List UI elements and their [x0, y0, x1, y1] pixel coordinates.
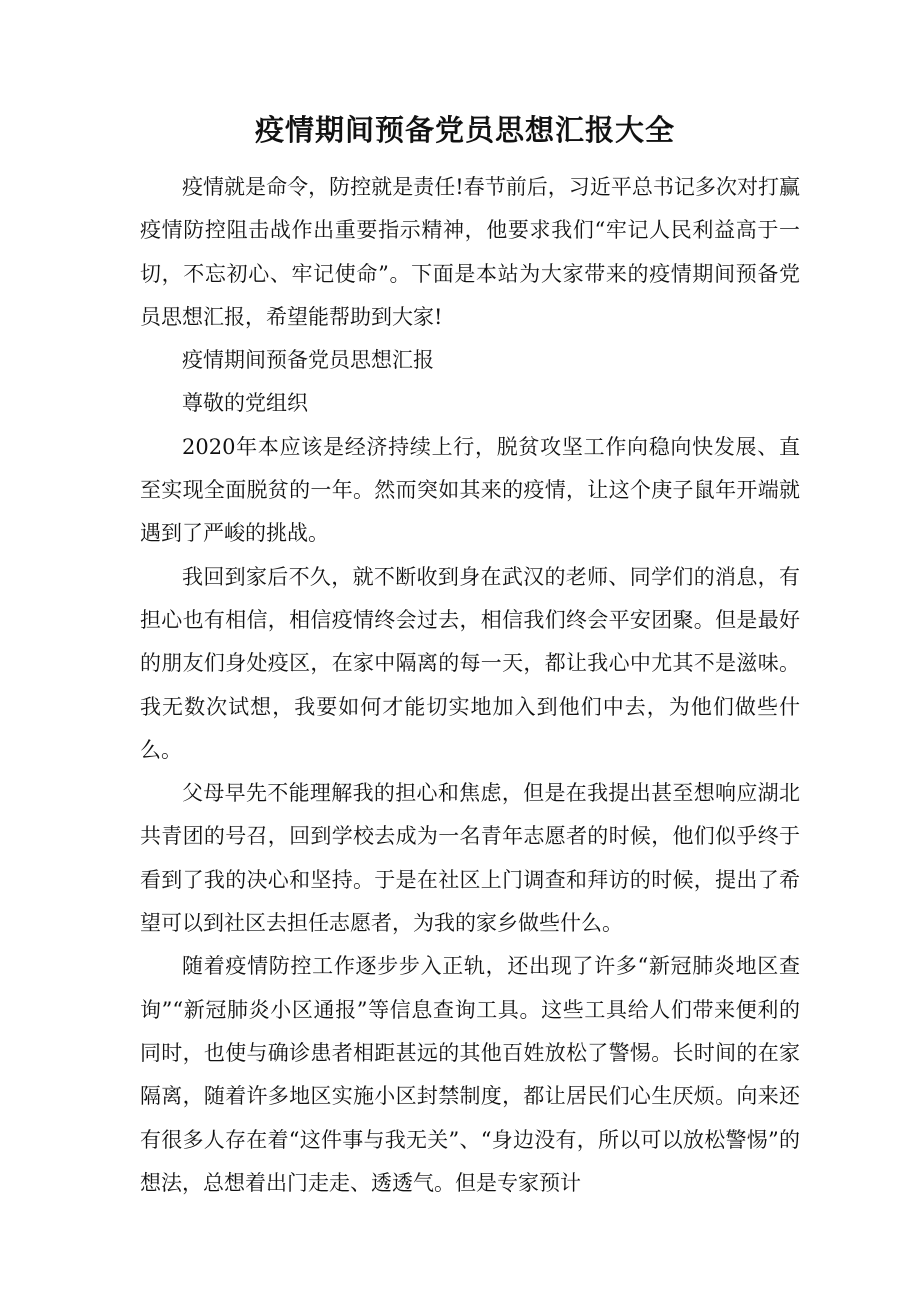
document-title: 疫情期间预备党员思想汇报大全: [254, 113, 675, 147]
intro-paragraph: 疫情就是命令，防控就是责任!春节前后，习近平总书记多次对打赢疫情防控阻击战作出重要指示精神，他要求我们“牢记人民利益高于一切，不忘初心、牢记使命”。下面是本站为大家带来的疫情期间预备党员思想汇报，希望能帮助到大家!: [140, 175, 800, 329]
salutation: 尊敬的党组织: [182, 391, 308, 416]
body-paragraph: 我回到家后不久，就不断收到身在武汉的老师、同学们的消息，有担心也有相信，相信疫情终会过去，相信我们终会平安团聚。但是最好的朋友们身处疫区，在家中隔离的每一天，都让我心中尤其不是滋味。我无数次试想，我要如何才能切实地加入到他们中去，为他们做些什么。: [140, 564, 800, 762]
body-paragraph: 父母早先不能理解我的担心和焦虑，但是在我提出甚至想响应湖北共青团的号召，回到学校去成为一名青年志愿者的时候，他们似乎终于看到了我的决心和坚持。于是在社区上门调查和拜访的时候，提出了希望可以到社区去担任志愿者，为我的家乡做些什么。: [140, 781, 800, 936]
body-paragraph: 2020年本应该是经济持续上行，脱贫攻坚工作向稳向快发展、直至实现全面脱贫的一年。然而突如其来的疫情，让这个庚子鼠年开端就遇到了严峻的挑战。: [140, 434, 800, 546]
report-heading: 疫情期间预备党员思想汇报: [182, 348, 434, 373]
document-body: [140, 166, 800, 1205]
body-paragraph: 随着疫情防控工作逐步步入正轨，还出现了许多“新冠肺炎地区查询”“新冠肺炎小区通报”等信息查询工具。这些工具给人们带来便利的同时，也使与确诊患者相距甚远的其他百姓放松了警惕。长时间的在家隔离，随着许多地区实施小区封禁制度，都让居民们心生厌烦。向来还有很多人存在着“这件事与我无关”、“身边没有，所以可以放松警惕”的想法，总想着出门走走、透透气。但是专家预计: [140, 954, 800, 1195]
